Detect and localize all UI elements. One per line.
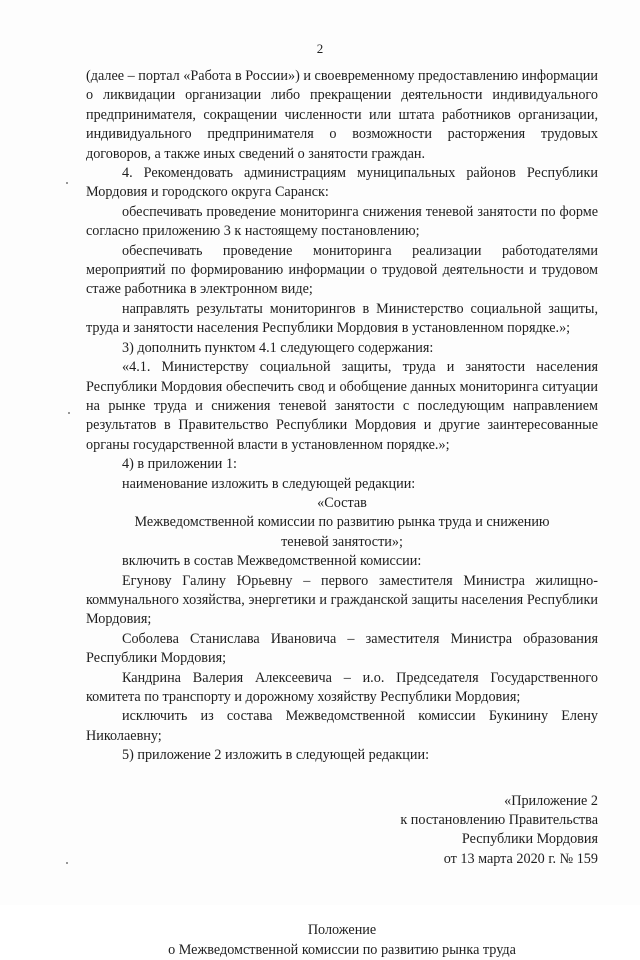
paragraph: Соболева Станислава Ивановича – заместителя Министра образования Республики Мордовия;: [86, 630, 598, 667]
paragraph: исключить из состава Межведомственной комиссии Букинину Елену Николаевну;: [86, 708, 598, 744]
annex-line: к постановлению Правительства: [400, 812, 598, 829]
annex-line: от 13 марта 2020 г. № 159: [443, 850, 598, 867]
paragraph: 4) в приложении 1:: [122, 456, 237, 473]
paragraph: Кандрина Валерия Алексеевича – и.о. Председателя Государственного комитета по транспорту и дорожному хозяйству Республики Мордовия;: [86, 669, 598, 705]
paragraph: (далее – портал «Работа в России») и своевременному предоставлению информации о ликвидации организации либо прекращении деятельности индивидуального предпринимателя, сокращении численности или штата работников организации, индивидуального предпринимателя о возможности расторжения трудовых договоров, а также иных сведений о занятости граждан.: [86, 68, 598, 162]
document-body: [86, 67, 598, 960]
scan-speck: [66, 862, 68, 864]
composition-title: Межведомственной комиссии по развитию рынка труда и снижению: [134, 514, 550, 531]
annex-header: [86, 792, 598, 870]
heading-subtitle: о Межведомственной комиссии по развитию рынка труда: [168, 941, 516, 958]
heading-title: Положение: [307, 922, 377, 939]
paragraph: 5) приложение 2 изложить в следующей редакции:: [122, 747, 430, 764]
section-heading: [86, 921, 598, 960]
composition-title: «Состав: [317, 494, 367, 511]
page-number: 2: [316, 41, 324, 56]
annex-line: «Приложение 2: [504, 792, 598, 809]
paragraph: Егунову Галину Юрьевну – первого заместителя Министра жилищно-коммунального хозяйства, энергетики и гражданской защиты населения Республики Мордовия;: [86, 572, 598, 628]
composition-title: теневой занятости»;: [281, 533, 403, 550]
scan-speck: [66, 182, 68, 184]
paragraph: «4.1. Министерству социальной защиты, труда и занятости населения Республики Мордовия обеспечить свод и обобщение данных мониторинга ситуации на рынке труда и снижения теневой занятости с последующим направлением результатов в Правительство Республики Мордовия и другие заинтересованные органы государственной власти в установленном порядке.»;: [86, 359, 598, 453]
paragraph: 3) дополнить пунктом 4.1 следующего содержания:: [122, 339, 434, 356]
paragraph: наименование изложить в следующей редакции:: [122, 475, 416, 492]
scan-speck: [68, 412, 70, 414]
paragraph: обеспечивать проведение мониторинга реализации работодателями мероприятий по формированию информации о трудовой деятельности и трудовом стаже работника в электронном виде;: [86, 242, 598, 298]
paragraph: направлять результаты мониторингов в Министерство социальной защиты, труда и занятости населения Республики Мордовия в установленном порядке.»;: [86, 300, 598, 337]
paragraph: включить в состав Межведомственной комиссии:: [122, 553, 422, 570]
paragraph: обеспечивать проведение мониторинга снижения теневой занятости по форме согласно приложению 3 к настоящему постановлению;: [86, 203, 598, 240]
annex-line: Республики Мордовия: [461, 831, 598, 848]
paragraph: 4. Рекомендовать администрациям муниципальных районов Республики Мордовия и городского округа Саранск:: [86, 165, 598, 201]
